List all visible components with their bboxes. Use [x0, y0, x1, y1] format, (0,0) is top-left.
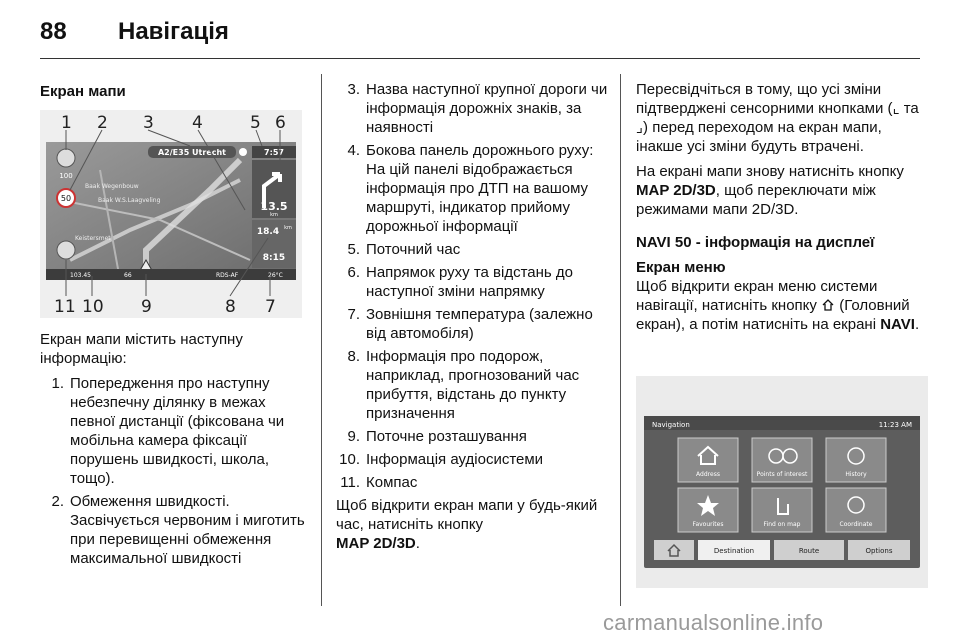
list-item: 2. Обмеження швидкості. Засвічується червоним і миготить при перевищенні обмеження максимальної швидкості: [51, 493, 305, 567]
callout-5: 5: [250, 113, 261, 133]
street-label-2: Baak W.S.Laagveling: [98, 197, 161, 204]
map-info-list-1: [40, 374, 310, 568]
map-open-instruction: Щоб відкрити екран мапи у будь-який час, натисніть кнопку MAP 2D/3D.: [336, 497, 598, 552]
audio-info-text: 103.45: [70, 272, 91, 279]
menu-open-paragraph: Щоб відкрити екран меню системи навігації, натисніть кнопку (Головний екран), а потім натисніть на екрані NAVI.: [636, 278, 920, 333]
list-item: 11. Компас: [340, 474, 418, 491]
confirm-changes-paragraph: Пересвідчіться в тому, що усі зміни підтверджені сенсорними кнопками (⌞ та ⌟) перед переходом на екран мапи, інакше усі зміни будуть втрачені.: [636, 81, 919, 155]
section-title-map-screen: Екран мапи: [40, 83, 126, 100]
column-divider-1: [321, 74, 322, 606]
svg-text:Points of interest: Points of interest: [756, 471, 808, 478]
svg-text:History: History: [845, 471, 867, 478]
page-header: [40, 14, 920, 60]
map-info-list-2: [336, 80, 612, 492]
svg-text:Route: Route: [798, 547, 820, 555]
tile-find-on-map[interactable]: [752, 488, 812, 532]
map-intro: Екран мапи містить наступну інформацію:: [40, 331, 243, 367]
tile-coordinate[interactable]: [826, 488, 886, 532]
svg-text:Options: Options: [865, 547, 893, 555]
audio-info-text-2: 66: [124, 272, 132, 279]
callout-3: 3: [143, 113, 154, 133]
list-item: 8. Інформація про подорож, наприклад, прогнозований час прибуття, відстань до пункту призначення: [347, 348, 580, 422]
speed-limit-text: 50: [60, 194, 72, 203]
eta-text: 8:15: [262, 253, 286, 263]
distance-unit-text: km: [270, 212, 278, 218]
svg-text:Destination: Destination: [713, 547, 755, 555]
watermark: carmanualsonline.info: [603, 610, 824, 635]
svg-text:Address: Address: [696, 471, 720, 478]
callout-4: 4: [192, 113, 203, 133]
distance-text: 13.5: [260, 200, 288, 213]
column-1-text: [40, 330, 310, 572]
header-divider: [40, 58, 920, 59]
tile-history[interactable]: [826, 438, 886, 482]
trip-unit-text: km: [284, 225, 292, 231]
toggle-mode-paragraph: На екрані мапи знову натисніть кнопку MAP 2D/3D, щоб переключати між режимами мапи 2D/3D.: [636, 163, 904, 218]
callout-7: 7: [265, 297, 276, 317]
callout-1: 1: [61, 113, 72, 133]
map-screen-figure: [40, 110, 302, 318]
list-item: 9. Поточне розташування: [347, 428, 527, 445]
list-item: 1. Попередження про наступну небезпечну ділянку в межах певної дистанції (фіксована чи мобільна камера фіксації порушень швидкості, школа, тощо).: [51, 375, 285, 487]
callout-6: 6: [275, 113, 286, 133]
list-item: 3. Назва наступної крупної дороги чи інформація дорожніх знаків, за наявності: [347, 81, 608, 136]
svg-text:Favourites: Favourites: [692, 521, 724, 528]
temperature-text: 26°C: [268, 272, 283, 279]
navigation-menu-figure: [636, 376, 928, 588]
clock-text: 7:57: [264, 148, 284, 157]
tab-route[interactable]: [774, 540, 844, 560]
confirm-left-glyph: ⌞: [892, 100, 900, 117]
tile-address[interactable]: [678, 438, 738, 482]
road-name-label: A2/E35 Utrecht: [157, 148, 227, 157]
callout-8: 8: [225, 297, 236, 317]
list-item: 7. Зовнішня температура (залежно від автомобіля): [347, 306, 593, 342]
map-2d3d-button-label: MAP 2D/3D: [336, 535, 416, 552]
rds-text: RDS-AF: [216, 272, 239, 279]
home-icon: [821, 298, 835, 312]
speed-top-text: 100: [59, 172, 73, 180]
callout-10: 10: [82, 297, 104, 317]
map-2d3d-button-label-2: MAP 2D/3D: [636, 182, 716, 199]
tile-favourites[interactable]: [678, 488, 738, 532]
home-tab[interactable]: [654, 540, 694, 560]
navi-button-label: NAVI: [880, 316, 915, 333]
page-number: 88: [40, 18, 67, 45]
chapter-title: Навігація: [118, 18, 229, 45]
svg-text:Find on map: Find on map: [763, 521, 801, 528]
svg-text:Coordinate: Coordinate: [839, 521, 873, 528]
callout-9: 9: [141, 297, 152, 317]
trip-distance-text: 18.4: [256, 227, 280, 237]
list-item: 10. Інформація аудіосистеми: [339, 451, 544, 468]
list-item: 4. Бокова панель дорожнього руху: На цій панелі відображається інформація про ДТП на вашому маршруті, індикатор прийому дорожньої інформації: [347, 142, 594, 235]
callout-2: 2: [97, 113, 108, 133]
tile-points-of-interest[interactable]: [752, 438, 812, 482]
nav-time: 11:23 AM: [878, 421, 912, 429]
confirm-right-glyph: ⌟: [636, 119, 644, 136]
nav-title: Navigation: [652, 421, 690, 429]
column-2: [336, 80, 612, 559]
warning-icon: [57, 149, 75, 167]
column-1: [40, 82, 310, 101]
callout-11: 11: [54, 297, 76, 317]
street-label-3: Keistersmet: [75, 235, 111, 242]
list-item: 6. Напрямок руху та відстань до наступної зміни напрямку: [347, 264, 573, 300]
section-title-navi50: NAVI 50 - інформація на дисплеї: [636, 234, 875, 251]
column-divider-2: [620, 74, 621, 606]
tab-destination[interactable]: [698, 540, 770, 560]
traffic-icon: [239, 148, 247, 156]
tab-options[interactable]: [848, 540, 910, 560]
column-3: [636, 80, 928, 340]
subsection-title-menu-screen: Екран меню: [636, 259, 726, 276]
compass-icon: [57, 241, 75, 259]
street-label-1: Baak Wegenbouw: [85, 183, 139, 190]
list-item: 5. Поточний час: [347, 241, 461, 258]
